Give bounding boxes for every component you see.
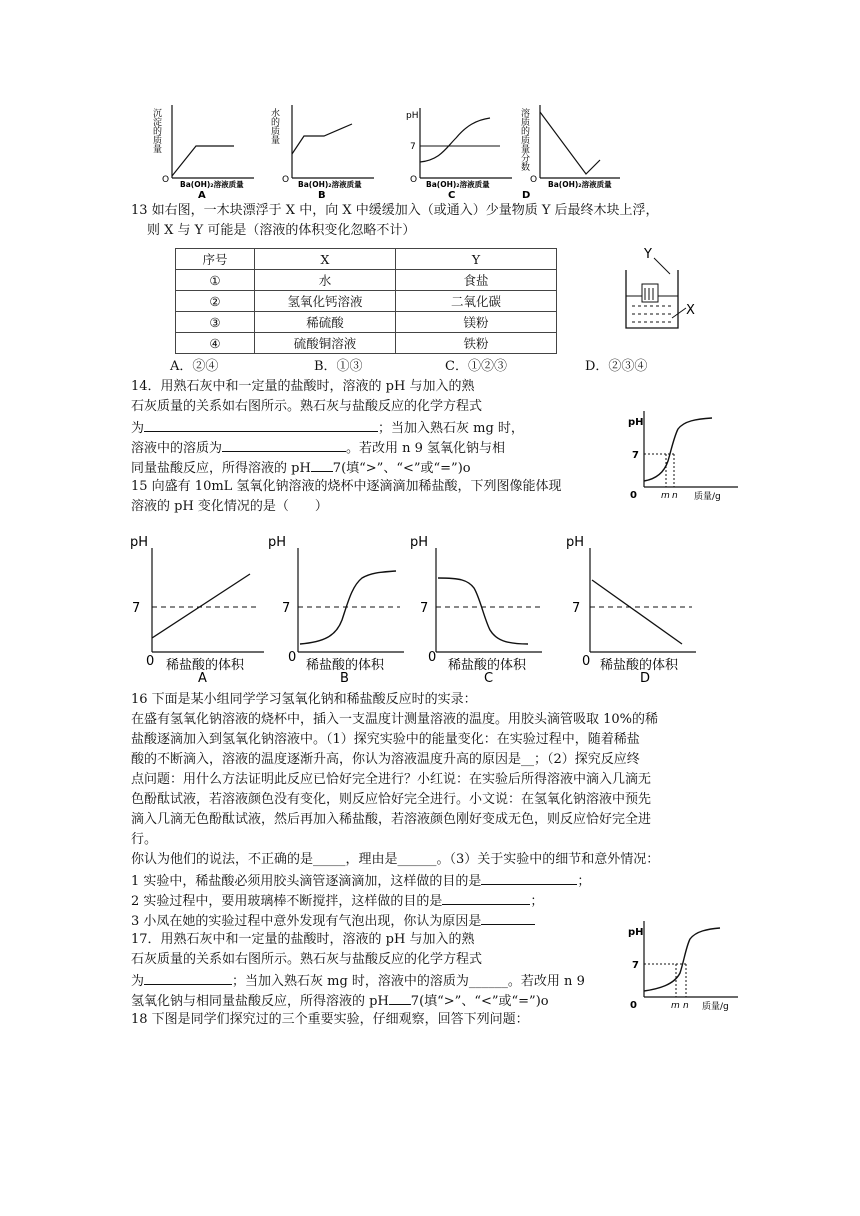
table-cell: ② [176, 291, 255, 312]
graph-a-xlabel: Ba(OH)₂溶液质量 [180, 180, 244, 189]
graph-c-origin: O [410, 175, 418, 185]
q16-line8: 行。 [131, 832, 158, 847]
q16-line5: 点问题：用什么方法证明此反应已恰好完全进行？小红说：在实验后所得溶液中滴入几滴无 [131, 772, 652, 787]
q17-line3 [131, 970, 585, 992]
table-cell: 水 [255, 270, 396, 291]
table-header: X [255, 249, 396, 270]
graph-d-xlabel: Ba(OH)₂溶液质量 [548, 180, 612, 189]
q17-line3-end: ；当加入熟石灰 mg 时，溶液中的溶质为______。若改用 n 9 [232, 974, 585, 989]
q16-line7: 滴入几滴无色酚酞试液，然后再加入稀盐酸，若溶液颜色刚好变成无色，则反应恰好完全进 [131, 812, 652, 827]
q16-line6: 色酚酞试液，若溶液颜色没有变化，则反应恰好完全进行。小文说：在氢氧化钠溶液中预先 [131, 792, 652, 807]
table-cell: 氢氧化钙溶液 [255, 291, 396, 312]
beaker-figure [612, 244, 702, 336]
graph-d-letter: D [522, 190, 531, 200]
q15-graph-a-origin: 0 [146, 654, 155, 669]
answer-blank[interactable] [311, 457, 333, 472]
table-cell: 二氧化碳 [396, 291, 557, 312]
graph-c-letter: C [448, 190, 456, 200]
q16-line2: 在盛有氢氧化钠溶液的烧杯中，插入一支温度计测量溶液的温度。用胶头滴管吸取 10%的稀 [131, 712, 659, 727]
q14-line5-end: 7(填“>”、“<”或“=”)o [332, 461, 471, 476]
table-cell: 食盐 [396, 270, 557, 291]
graph-a-ylabel: 沉淀的质量 [151, 108, 161, 153]
table-cell: 镁粉 [396, 312, 557, 333]
q13-table [175, 248, 557, 354]
ph-graph-tick: 7 [632, 450, 639, 461]
answer-blank[interactable] [144, 417, 378, 432]
q15-graph-a-tick: 7 [132, 601, 141, 616]
beaker-x-label: X [686, 303, 695, 318]
q15-graph-a-letter: A [198, 671, 207, 684]
answer-blank[interactable] [222, 437, 346, 452]
q15-graph-b-xlabel: 稀盐酸的体积 [306, 658, 385, 673]
q15-graph-d-origin: 0 [582, 654, 591, 669]
q14-line3-end: ；当加入熟石灰 mg 时， [378, 421, 524, 436]
answer-blank[interactable] [389, 990, 411, 1005]
graph-a-origin: O [162, 175, 170, 185]
answer-blank[interactable] [144, 970, 232, 985]
graph-c [400, 100, 520, 200]
q16-line10-start: 1 实验中，稀盐酸必须用胶头滴管逐滴滴加，这样做的目的是 [131, 874, 482, 889]
table-cell: ④ [176, 333, 255, 354]
ph-graph-tick: 7 [632, 960, 639, 971]
q17-line3-start: 为 [131, 974, 145, 989]
q16-line10 [131, 870, 590, 892]
graph-b-xlabel: Ba(OH)₂溶液质量 [298, 180, 362, 189]
ph-mass-graph-1 [620, 405, 740, 501]
q16-line12 [131, 910, 535, 932]
q13-option-c: C．①②③ [445, 359, 507, 374]
q16-line11-end: ； [530, 894, 544, 909]
q14-line5 [131, 457, 471, 479]
q14-line4-end: 。若改用 n 9 氢氧化钠与相 [346, 441, 506, 456]
q15-graph-a [128, 532, 268, 684]
graph-d [516, 100, 626, 200]
q14-line3 [131, 417, 524, 439]
q17-line4-end: 7(填“>”、“<”或“=”)o [410, 994, 549, 1009]
q16-line9: 你认为他们的说法，不正确的是_____，理由是______。（3）关于实验中的细节和意外情况： [131, 852, 660, 867]
table-header: 序号 [176, 249, 255, 270]
q15-graph-d [562, 532, 702, 684]
q15-graph-c [408, 532, 548, 684]
q16-line4: 酸的不断滴入，溶液的温度逐渐升高，你认为溶液温度升高的原因是__；（2）探究反应终 [131, 752, 640, 767]
q14-line4 [131, 437, 505, 459]
q14-line2: 石灰质量的关系如右图所示。熟石灰与盐酸反应的化学方程式 [131, 399, 483, 414]
q14-line5-start: 同量盐酸反应，所得溶液的 pH [131, 461, 311, 476]
ph-graph-n: n [672, 491, 678, 501]
q14-line3-start: 为 [131, 421, 145, 436]
answer-blank[interactable] [481, 910, 535, 925]
q15-graph-c-xlabel: 稀盐酸的体积 [448, 658, 527, 673]
q16-line1: 16 下面是某小组同学学习氢氧化钠和稀盐酸反应时的实录： [131, 692, 477, 707]
q13-option-a: A．②④ [170, 359, 219, 374]
table-cell: ① [176, 270, 255, 291]
ph-graph-origin: 0 [630, 490, 637, 501]
graph-d-ylabel: 溶质的质量分数 [519, 108, 529, 171]
q14-line1: 14．用熟石灰中和一定量的盐酸时，溶液的 pH 与加入的熟 [131, 379, 475, 394]
table-header: Y [396, 249, 557, 270]
ph-graph-n: n [683, 1001, 689, 1011]
graph-b [268, 100, 378, 200]
q15-graph-d-ylabel: pH [566, 535, 585, 550]
q14-line4-start: 溶液中的溶质为 [131, 441, 223, 456]
q15-graph-d-letter: D [640, 671, 651, 684]
q13-line2: 则 X 与 Y 可能是（溶液的体积变化忽略不计） [147, 223, 416, 238]
q15-line2: 溶液的 pH 变化情况的是（ ） [131, 499, 328, 514]
q15-graph-d-tick: 7 [572, 601, 581, 616]
beaker-y-label: Y [644, 247, 652, 262]
ph-graph-xlabel: 质量/g [702, 1002, 729, 1011]
answer-blank[interactable] [481, 870, 577, 885]
graph-b-origin: O [282, 175, 290, 185]
q15-graph-b-letter: B [340, 671, 349, 684]
q17-line4-start: 氢氧化钠与相同量盐酸反应，所得溶液的 pH [131, 994, 389, 1009]
q16-line11-start: 2 实验过程中，要用玻璃棒不断搅拌，这样做的目的是 [131, 894, 443, 909]
q15-graph-c-ylabel: pH [410, 535, 429, 550]
q13-option-b: B．①③ [314, 359, 363, 374]
q18-line1: 18 下图是同学们探究过的三个重要实验，仔细观察，回答下列问题： [131, 1012, 529, 1027]
table-cell: 稀硫酸 [255, 312, 396, 333]
q13-option-d: D．②③④ [585, 359, 648, 374]
q15-graph-b [266, 532, 406, 684]
q16-line3: 盐酸逐滴加入到氢氧化钠溶液中。（1）探究实验中的能量变化：在实验过程中，随着稀盐 [131, 732, 640, 747]
q16-line11 [131, 890, 543, 912]
q16-line12-start: 3 小凤在她的实验过程中意外发现有气泡出现，你认为原因是 [131, 914, 482, 929]
q16-line10-end: ； [577, 874, 591, 889]
ph-graph-ylabel: pH [628, 927, 644, 938]
q15-graph-a-ylabel: pH [130, 535, 149, 550]
q17-line4 [131, 990, 549, 1012]
q15-graph-c-origin: 0 [428, 650, 437, 665]
ph-mass-graph-2 [620, 915, 740, 1011]
q13-line1: 13 如右图，一木块漂浮于 X 中，向 X 中缓缓加入（或通入）少量物质 Y 后最终木块上浮， [131, 203, 659, 218]
graph-b-ylabel: 水的质量 [269, 108, 279, 144]
graph-c-tick: 7 [410, 142, 416, 152]
ph-graph-m: m [661, 491, 670, 501]
q17-line2: 石灰质量的关系如右图所示。熟石灰与盐酸反应的化学方程式 [131, 952, 483, 967]
q15-line1: 15 向盛有 10mL 氢氧化钠溶液的烧杯中逐滴滴加稀盐酸，下列图像能体现 [131, 479, 562, 494]
ph-graph-xlabel: 质量/g [694, 492, 721, 501]
graph-c-xlabel: Ba(OH)₂溶液质量 [426, 180, 490, 189]
q15-graph-c-letter: C [484, 671, 494, 684]
table-cell: 硫酸铜溶液 [255, 333, 396, 354]
q17-line1: 17．用熟石灰中和一定量的盐酸时，溶液的 pH 与加入的熟 [131, 932, 475, 947]
q15-graph-b-origin: 0 [288, 650, 297, 665]
q15-graph-b-tick: 7 [282, 601, 291, 616]
q15-graph-c-tick: 7 [420, 601, 429, 616]
ph-graph-m: m [671, 1001, 680, 1011]
ph-graph-origin: 0 [630, 1000, 637, 1011]
q15-graph-b-ylabel: pH [268, 535, 287, 550]
graph-d-origin: O [530, 175, 538, 185]
table-cell: ③ [176, 312, 255, 333]
q15-graph-d-xlabel: 稀盐酸的体积 [600, 658, 679, 673]
graph-b-letter: B [318, 190, 326, 200]
ph-graph-ylabel: pH [628, 417, 644, 428]
q15-graph-a-xlabel: 稀盐酸的体积 [166, 658, 245, 673]
answer-blank[interactable] [442, 890, 530, 905]
graph-c-ylabel: pH [406, 111, 419, 121]
table-cell: 铁粉 [396, 333, 557, 354]
graph-a-letter: A [198, 190, 206, 200]
graph-a [150, 100, 260, 200]
